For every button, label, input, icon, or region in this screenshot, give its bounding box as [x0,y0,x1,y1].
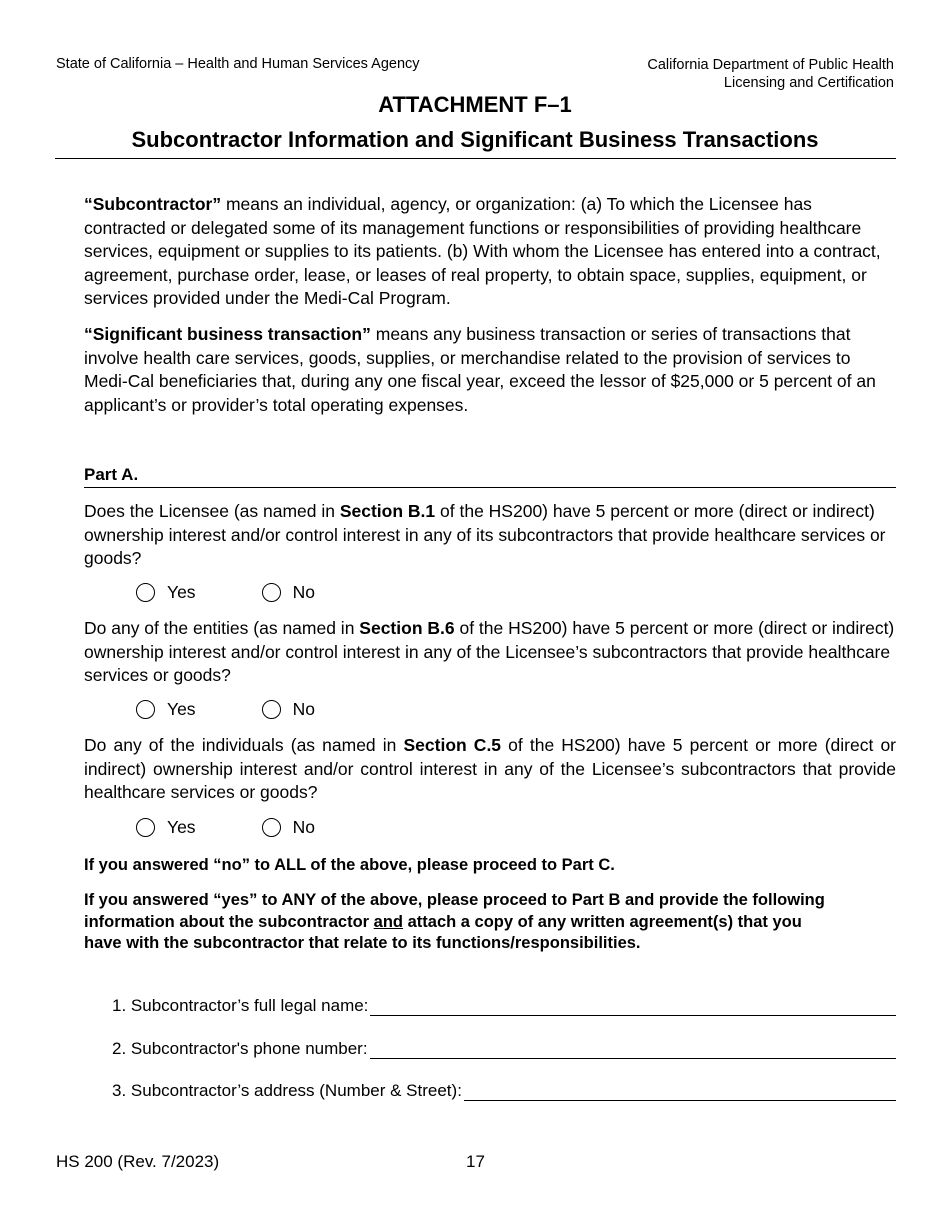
question-1 [84,500,896,571]
subcontractor-phone-field [112,1039,896,1059]
question-2-no-option[interactable] [262,699,315,720]
question-3-text-a: Do any of the individuals (as named in [84,735,404,755]
instruction-yes [84,890,844,955]
question-2-yes-option[interactable] [136,699,196,720]
subcontractor-definition-text: means an individual, agency, or organization: (a) To which the Licensee has contracted or delegated some of its management functions or responsibilities of providing healthcare services, equipment or supplies to its patients. (b) With whom the Licensee has entered into a contract, agreement, purchase order, lease, or leases of real property, to obtain space, supplies, equipment, or services provided under the Medi-Cal Program. [84,194,881,308]
radio-circle-icon[interactable] [262,583,281,602]
header-department-division: Licensing and Certification [723,75,894,91]
header-agency: State of California – Health and Human Services Agency [56,56,420,72]
question-3-options [136,817,381,838]
subcontractor-name-label: 1. Subcontractor’s full legal name: [112,996,369,1015]
radio-circle-icon[interactable] [262,818,281,837]
question-3-text-b: of the HS200) have 5 percent or more (direct or indirect) ownership interest and/or control interest in any of the Licensee’s subcontractors that provide healthcare services or goods? [84,735,896,802]
instruction-yes-text-a: If you answered “yes” to ANY of the above, please proceed to Part B and provide the following information about the subcontractor [84,891,825,931]
subcontractor-address-label: 3. Subcontractor’s address (Number & Street): [112,1081,462,1100]
yes-label: Yes [167,582,196,602]
instruction-no: If you answered “no” to ALL of the above, please proceed to Part C. [84,856,615,874]
question-2-text-a: Do any of the entities (as named in [84,618,360,638]
yes-label: Yes [167,699,196,719]
instruction-yes-emphasis: and [373,912,404,931]
no-label: No [292,817,315,837]
subcontractor-name-input[interactable] [370,997,896,1016]
question-2 [84,617,896,688]
subcontractor-phone-input[interactable] [370,1040,896,1059]
radio-circle-icon[interactable] [136,583,155,602]
question-1-yes-option[interactable] [136,582,196,603]
sbt-term: “Significant business transaction” [84,324,371,344]
subcontractor-address-input[interactable] [464,1082,896,1101]
question-3-no-option[interactable] [262,817,315,838]
question-3 [84,734,896,805]
subcontractor-definition [84,193,896,311]
radio-circle-icon[interactable] [262,700,281,719]
question-1-no-option[interactable] [262,582,315,603]
no-label: No [292,699,315,719]
question-1-text-a: Does the Licensee (as named in [84,501,340,521]
subcontractor-phone-label: 2. Subcontractor's phone number: [112,1039,368,1058]
header-department-name: California Department of Public Health [647,57,894,73]
header-department [647,56,894,92]
question-1-text-b: of the HS200) have 5 percent or more (direct or indirect) ownership interest and/or control interest in any of its subcontractors that provide healthcare services or goods? [84,501,886,568]
instruction-yes-text-b: attach a copy of any written agreement(s) that you have with the subcontractor that relate to its functions/responsibilities. [84,912,802,952]
radio-circle-icon[interactable] [136,700,155,719]
no-label: No [292,582,315,602]
sbt-definition-text: means any business transaction or series of transactions that involve health care services, goods, supplies, or merchandise related to the provision of services to Medi-Cal beneficiaries that, during any one fiscal year, exceed the lessor of $25,000 or 5 percent of an applicant’s or provider’s total operating expenses. [84,324,876,415]
title-divider [55,158,896,159]
subcontractor-address-field [112,1081,896,1101]
question-2-options [136,699,381,720]
page-number: 17 [466,1152,485,1171]
subcontractor-name-field [112,996,896,1016]
part-a-divider [84,487,896,488]
attachment-title: ATTACHMENT F–1 [378,92,572,117]
question-1-section-ref: Section B.1 [339,501,436,521]
question-3-section-ref: Section C.5 [403,735,502,755]
subcontractor-term: “Subcontractor” [84,194,222,214]
question-2-text-b: of the HS200) have 5 percent or more (direct or indirect) ownership interest and/or control interest in any of the Licensee’s subcontractors that provide healthcare services or goods? [84,618,895,685]
attachment-subtitle: Subcontractor Information and Significant Business Transactions [131,127,819,152]
yes-label: Yes [167,817,196,837]
question-2-section-ref: Section B.6 [359,618,455,638]
question-3-yes-option[interactable] [136,817,196,838]
question-1-options [136,582,381,603]
radio-circle-icon[interactable] [136,818,155,837]
part-a-heading: Part A. [84,465,139,484]
form-id: HS 200 (Rev. 7/2023) [56,1152,220,1171]
sbt-definition [84,323,896,417]
